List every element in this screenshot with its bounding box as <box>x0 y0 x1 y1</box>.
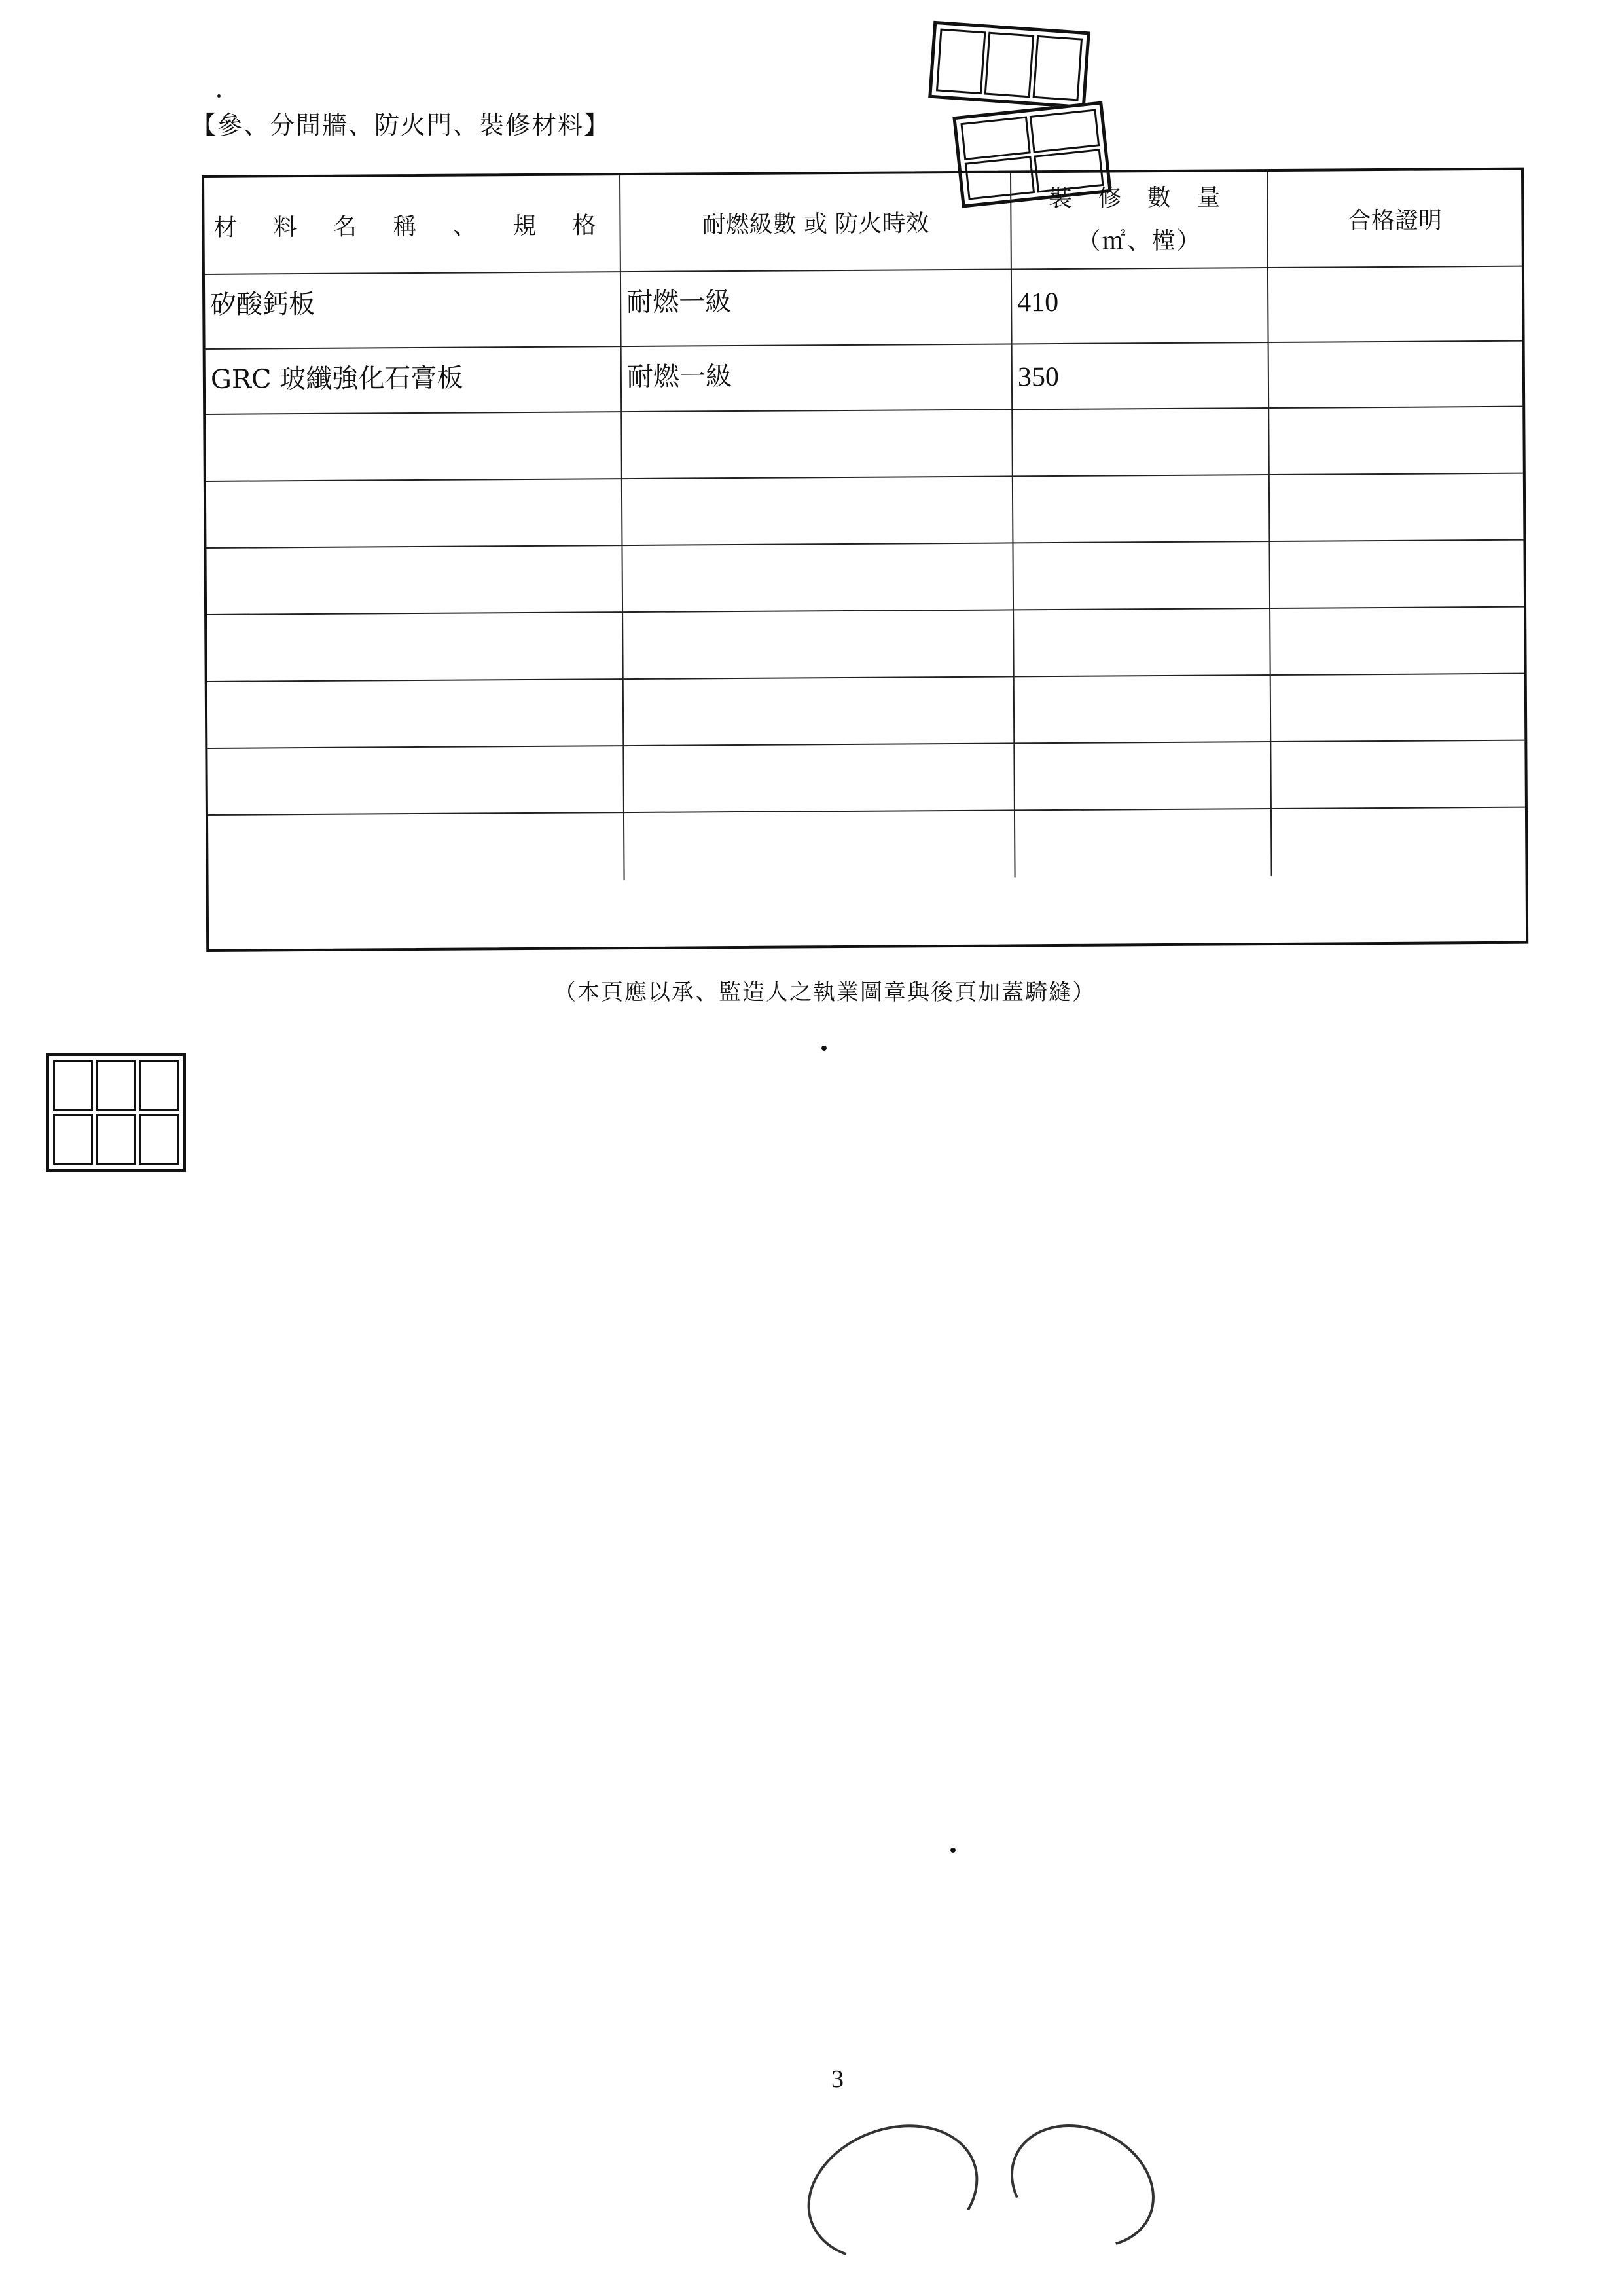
cell-quantity <box>1013 409 1270 477</box>
cell-material <box>206 479 623 549</box>
cell-quantity <box>1013 542 1270 610</box>
cell-quantity: 350 <box>1013 343 1270 410</box>
cell-material <box>208 813 625 883</box>
cell-rating <box>623 610 1015 680</box>
section-heading: 【參、分間牆、防火門、裝修材料】 <box>191 111 611 139</box>
cell-certificate <box>1270 541 1524 609</box>
cell-quantity: 410 <box>1012 268 1269 344</box>
cell-quantity <box>1014 609 1271 677</box>
header-quantity-unit: （㎡、樘） <box>1077 227 1202 255</box>
cell-certificate <box>1270 608 1524 676</box>
cell-quantity <box>1013 475 1270 543</box>
footnote: （本頁應以承、監造人之執業圖章與後頁加蓋騎縫） <box>554 979 1096 1006</box>
cell-rating: 耐燃一級 <box>621 270 1013 347</box>
materials-table <box>202 168 1528 952</box>
cell-material <box>206 412 622 482</box>
header-material: 材 料 名 稱 、 規 格 <box>204 175 621 275</box>
cell-certificate <box>1269 407 1523 475</box>
cell-material <box>206 546 623 615</box>
cell-certificate <box>1268 267 1522 343</box>
cell-rating: 耐燃一級 <box>622 344 1013 412</box>
cell-material: 矽酸鈣板 <box>205 272 622 350</box>
cell-material <box>207 680 624 749</box>
scan-speck <box>821 1046 827 1051</box>
header-certificate: 合格證明 <box>1268 170 1522 268</box>
cell-rating <box>624 677 1015 746</box>
header-quantity-title: 裝 修 數 量 <box>1048 184 1230 213</box>
header-rating: 耐燃級數 或 防火時效 <box>620 173 1012 272</box>
cell-rating <box>624 744 1015 813</box>
seal-stamp-left <box>46 1053 186 1172</box>
seal-stamp-top <box>928 21 1090 109</box>
scan-speck <box>950 1848 956 1853</box>
seal-stamp-bottom-left <box>788 2102 998 2284</box>
cell-certificate <box>1271 674 1525 742</box>
cell-certificate <box>1271 741 1525 809</box>
cell-certificate <box>1269 342 1523 409</box>
cell-rating <box>622 477 1014 546</box>
cell-quantity <box>1015 676 1272 744</box>
cell-rating <box>622 543 1014 613</box>
scan-speck <box>217 94 221 98</box>
cell-quantity <box>1015 809 1272 877</box>
cell-quantity <box>1015 742 1272 811</box>
cell-rating <box>622 410 1013 479</box>
cell-certificate <box>1270 474 1524 542</box>
cell-material <box>207 613 624 682</box>
seal-stamp-bottom-right <box>990 2102 1175 2270</box>
cell-rating <box>624 811 1016 880</box>
header-quantity <box>1011 172 1268 270</box>
page-number: 3 <box>831 2066 844 2093</box>
cell-material <box>207 746 624 816</box>
cell-material: GRC 玻纖強化石膏板 <box>206 347 622 415</box>
cell-certificate <box>1272 808 1526 876</box>
